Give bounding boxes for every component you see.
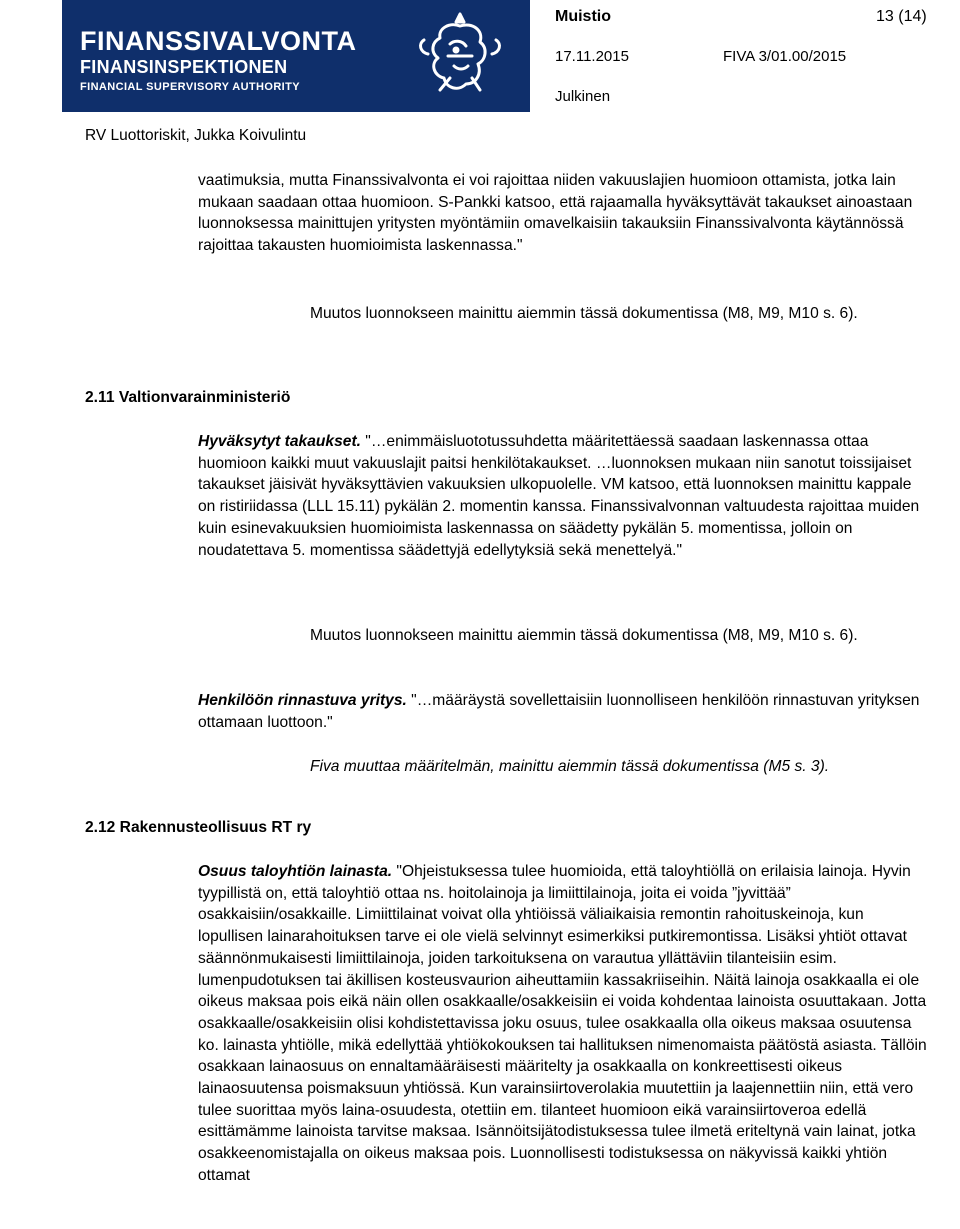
- response-note-3: Fiva muuttaa määritelmän, mainittu aiemmin tässä dokumentissa (M5 s. 3).: [310, 758, 830, 775]
- paragraph-lead: Osuus taloyhtiön lainasta.: [198, 863, 393, 880]
- response-note-2: Muutos luonnokseen mainittu aiemmin tässä dokumentissa (M8, M9, M10 s. 6).: [310, 627, 858, 644]
- logo-text-line2: FINANSINSPEKTIONEN: [80, 57, 288, 77]
- document-classification: Julkinen: [555, 88, 611, 105]
- paragraph-body: "…enimmäisluototussuhdetta määritettäessä saadaan laskennassa ottaa huomioon kaikki muut vakuuslajit paitsi henkilötakaukset. …luonnoksen mukaan niin sanotut toissijaiset takaukset jäisivät hyväksyttävien vakuuksien ulkopuolelle. VM katsoo, että luonnoksen mainittu kappale on ristiriidassa (LLL 15.11) pykälän 2. momentin kanssa. Finanssivalvonnan valtuudesta rajoittaa muiden kuin esinevakuuksien huomioimista laskennassa on säädetty pykälän 5. momentissa, jolloin on noudatettava 5. momentissa säädettyjä edellytyksiä sekä menettelyä.": [198, 433, 920, 559]
- authority-logo: [62, 0, 530, 112]
- logo-text-line1: FINANSSIVALVONTA: [80, 26, 357, 56]
- document-author: RV Luottoriskit, Jukka Koivulintu: [85, 127, 307, 144]
- document-date: 17.11.2015: [555, 48, 629, 65]
- paragraph-lead: Henkilöön rinnastuva yritys.: [198, 692, 407, 709]
- paragraph-body: "Ohjeistuksessa tulee huomioida, että taloyhtiöllä on erilaisia lainoja. Hyvin tyypillistä on, että taloyhtiö ottaa ns. hoitolainoja ja limiittilainoja, joita ei voida ”jyvittää” osakkaisiin/osakkaille. Limiittilainat voivat olla yhtiöissä väliaikaisia remontin rahoituskeinoja, kun lopullisen lainarahoituksen tarve ei ole vielä selvinnyt esimerkiksi putkiremontissa. Lisäksi yhtiöt ottavat säännönmukaisesti limiittilainoja, joiden tarkoituksena on varautua yllättäviin tilanteisiin esim. lumenpudotuksen tai äkillisen kosteusvaurion aiheuttamiin kassakriiseihin. Näitä lainoja osakkaalla ei ole oikeus maksaa pois eikä näin ollen osakkaalle/osakkeisiin ei voida kohdentaa lainoista osuuttakaan. Jotta osakkaalle/osakkeisiin olisi kohdistettavissa joku osuus, tulee osakkaalla olla oikeus maksaa osuutensa ko. lainasta yhtiölle, mikä edellyttää yhtiökokouksen tai hallituksen nimenomaista päätöstä asiasta. Tällöin osakkaan lainaosuus on ennaltamääräisesti määritelty ja osakkaalla on konkreettisesti oikeus lainaosuutensa poismaksuun yhtiössä. Kun varainsiirtoverolakia muutettiin ja laajennettiin niin, että vero tulee suorittaa myös laina-osuudesta, otettiin em. tilanteet huomioon eikä varainsiirtoveroa edellä esittämämme lainoista tarvitse maksaa. Isännöitsijätodistuksessa tulee ilmetä eriteltynä vain lainat, jotka osakkeenomistajalla on oikeus maksaa pois. Luonnollisesti todistuksessa on näkyvissä kaikki yhtiön ottamat: [198, 863, 927, 1184]
- response-note-1: Muutos luonnokseen mainittu aiemmin tässä dokumentissa (M8, M9, M10 s. 6).: [310, 305, 858, 322]
- document-reference: FIVA 3/01.00/2015: [723, 48, 847, 65]
- paragraph-body: "…määräystä sovellettaisiin luonnolliseen henkilöön rinnastuvan yrityksen ottamaan luottoon.": [198, 692, 920, 731]
- paragraph-henkiloon-rinnastuva: [198, 690, 928, 733]
- section-heading-2-12: 2.12 Rakennusteollisuus RT ry: [85, 819, 312, 836]
- paragraph-lead: Hyväksytyt takaukset.: [198, 433, 361, 450]
- logo-text-line3: FINANCIAL SUPERVISORY AUTHORITY: [80, 81, 300, 93]
- lion-crest-icon: [410, 8, 510, 104]
- document-type: Muistio: [555, 8, 611, 25]
- paragraph-spankki-continued: vaatimuksia, mutta Finanssivalvonta ei voi rajoittaa niiden vakuuslajien huomioon ottamista, jotka lain mukaan saadaan ottaa huomioon. S-Pankki katsoo, että rajaamalla hyväksyttävät takaukset ainoastaan luonnoksessa mainittujen yritysten myöntämiin omavelkaisiin takauksiin Finanssivalvonta käytännössä rajoittaa takausten huomioimista laskennassa.": [198, 172, 913, 255]
- paragraph-osuus-taloyhtion-lainasta: [198, 861, 928, 1187]
- page-number: 13 (14): [876, 8, 927, 25]
- paragraph-hyvaksytyt-takaukset: [198, 431, 928, 561]
- section-heading-2-11: 2.11 Valtionvarainministeriö: [85, 389, 291, 406]
